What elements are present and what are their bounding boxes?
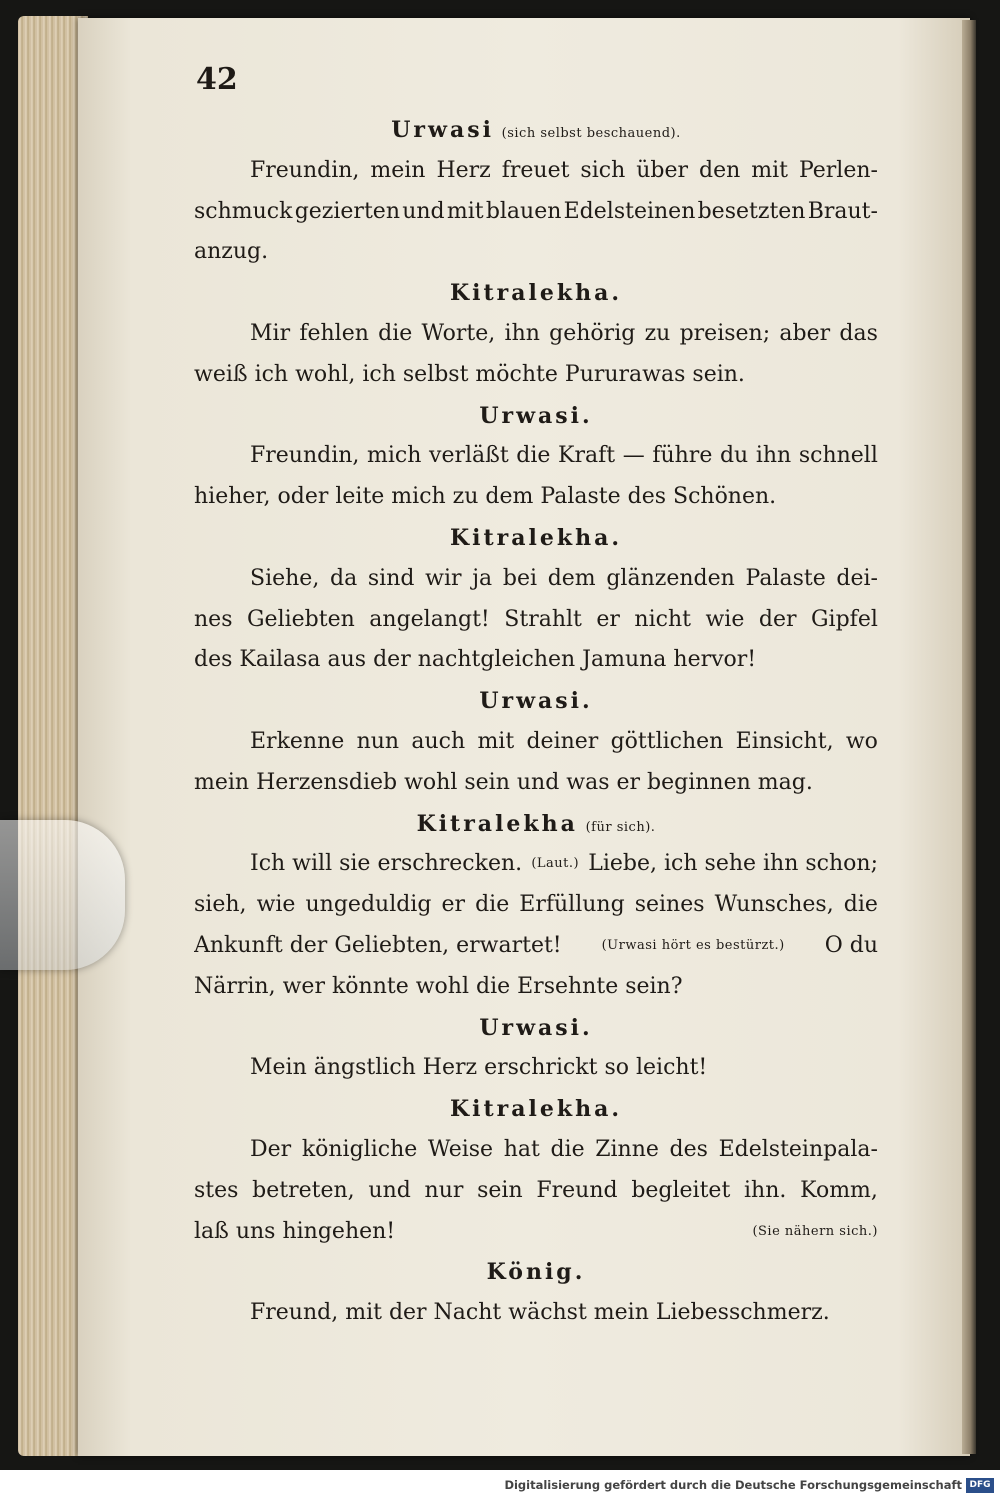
text-fragment: laß uns hingehen!: [194, 1218, 396, 1244]
word: —: [622, 443, 645, 469]
word: sind: [367, 565, 415, 591]
speaker-heading: [194, 1089, 878, 1130]
word: der: [758, 606, 797, 632]
word: da: [330, 565, 358, 591]
word: verläßt: [429, 443, 509, 469]
speaker-name: Kitralekha.: [450, 1096, 622, 1123]
word: Der: [250, 1136, 292, 1162]
word: deiner: [526, 728, 599, 754]
text-line: [194, 1130, 878, 1171]
word: die: [843, 892, 878, 918]
speaker-heading: [194, 804, 878, 845]
word: dei-: [836, 565, 878, 591]
word: seines: [634, 892, 705, 918]
word: Mir: [250, 320, 291, 346]
word: mit: [477, 728, 515, 754]
speaker-heading: [194, 396, 878, 437]
word: blauen: [485, 198, 562, 224]
word: betreten,: [252, 1177, 355, 1203]
text-line: Mein ängstlich Herz erschrickt so leicht!: [250, 1055, 708, 1081]
speaker-name: Kitralekha: [416, 810, 578, 837]
word: Strahlt: [504, 606, 582, 632]
word: du: [719, 443, 749, 469]
text-line: [194, 559, 878, 600]
text-line: mein Herzensdieb wohl sein und was er beginnen mag.: [194, 769, 813, 795]
text-line: [194, 600, 878, 641]
word: die: [516, 443, 551, 469]
speaker-name: Urwasi.: [479, 1014, 593, 1041]
word: wo: [845, 728, 878, 754]
word: angelangt!: [369, 606, 490, 632]
text-line: [194, 844, 878, 885]
page-right-edge: [962, 20, 976, 1454]
word: Edelsteinen: [563, 198, 696, 224]
text-line: [194, 436, 878, 477]
word: er: [441, 892, 466, 918]
word: bei: [502, 565, 537, 591]
stage-direction: (für sich).: [585, 819, 656, 835]
word: den: [698, 157, 741, 183]
text-fragment: Liebe, ich sehe ihn schon;: [588, 851, 878, 877]
stage-direction: (Urwasi hört es bestürzt.): [601, 937, 785, 953]
text-line: [194, 151, 878, 192]
page-text: [194, 110, 878, 1334]
word: über: [636, 157, 689, 183]
word: Erkenne: [250, 728, 345, 754]
word: hat: [503, 1136, 540, 1162]
word: schmuck: [194, 198, 293, 224]
stage-direction: (Sie nähern sich.): [752, 1223, 878, 1239]
word: nicht: [634, 606, 691, 632]
text-fragment: Ankunft der Geliebten, erwartet!: [194, 932, 562, 958]
word: mit: [446, 198, 484, 224]
word: sich: [580, 157, 626, 183]
speaker-heading: [194, 1008, 878, 1049]
word: Worte,: [421, 320, 496, 346]
word: wir: [425, 565, 462, 591]
text-line: [194, 192, 878, 233]
word: sein: [477, 1177, 523, 1203]
word: Freundin,: [250, 157, 360, 183]
word: er: [596, 606, 620, 632]
word: wie: [705, 606, 745, 632]
word: die: [378, 320, 413, 346]
word: göttlichen: [610, 728, 724, 754]
word: ihn.: [744, 1177, 787, 1203]
word: und: [402, 198, 445, 224]
word: nes: [194, 606, 233, 632]
word: aber: [779, 320, 831, 346]
word: Freund: [536, 1177, 618, 1203]
word: ihn: [755, 443, 792, 469]
word: Siehe,: [250, 565, 320, 591]
word: preisen;: [679, 320, 771, 346]
word: auch: [411, 728, 466, 754]
speaker-name: Kitralekha.: [450, 524, 622, 551]
word: die: [475, 892, 510, 918]
text-line: hieher, oder leite mich zu dem Palaste des Schönen.: [194, 484, 777, 510]
transparent-bookmark: [0, 820, 125, 970]
word: Erfüllung: [519, 892, 625, 918]
word: gezierten: [294, 198, 400, 224]
word: mich: [367, 443, 422, 469]
text-line: anzug.: [194, 239, 269, 265]
speaker-heading: [194, 681, 878, 722]
speaker-name: König.: [486, 1259, 586, 1286]
word: Wunsches,: [714, 892, 834, 918]
word: ihn: [504, 320, 540, 346]
word: Perlen-: [798, 157, 878, 183]
word: die: [550, 1136, 585, 1162]
speaker-name: Urwasi.: [479, 402, 593, 429]
word: wie: [256, 892, 296, 918]
footer-bar: [0, 1470, 1000, 1502]
word: führe: [652, 443, 713, 469]
speaker-name: Urwasi: [391, 117, 494, 143]
word: Weise: [427, 1136, 494, 1162]
speaker-heading: [194, 1252, 878, 1293]
word: Kraft: [558, 443, 616, 469]
text-line: Närrin, wer könnte wohl die Ersehnte sein?: [194, 973, 683, 999]
word: dem: [547, 565, 596, 591]
text-line: des Kailasa aus der nachtgleichen Jamuna hervor!: [194, 647, 757, 673]
word: nun: [356, 728, 400, 754]
speaker-name: Kitralekha.: [450, 280, 622, 307]
text-line: [194, 722, 878, 763]
word: Palaste: [745, 565, 826, 591]
word: Zinne: [595, 1136, 659, 1162]
text-fragment: O du: [824, 932, 878, 958]
funding-credit: Digitalisierung gefördert durch die Deutsche Forschungsgemeinschaft: [504, 1478, 962, 1492]
word: Komm,: [800, 1177, 878, 1203]
word: königliche: [301, 1136, 418, 1162]
word: nur: [424, 1177, 464, 1203]
speaker-heading: [194, 273, 878, 314]
stage-direction: (sich selbst beschauend).: [501, 126, 681, 141]
text-line: [194, 314, 878, 355]
text-line: [194, 1212, 878, 1253]
word: Freundin,: [250, 443, 360, 469]
text-line: weiß ich wohl, ich selbst möchte Pururawas sein.: [194, 361, 745, 387]
word: ja: [472, 565, 493, 591]
stage-direction: (Laut.): [531, 856, 580, 872]
word: Gipfel: [810, 606, 878, 632]
word: stes: [194, 1177, 239, 1203]
speaker-name: Urwasi.: [479, 688, 593, 715]
word: schnell: [798, 443, 878, 469]
word: und: [368, 1177, 411, 1203]
dfg-logo: DFG: [966, 1478, 994, 1493]
word: Braut-: [807, 198, 878, 224]
word: freuet: [501, 157, 570, 183]
page-number: 42: [196, 62, 238, 97]
word: zu: [644, 320, 671, 346]
text-line: [194, 885, 878, 926]
word: glänzenden: [606, 565, 735, 591]
text-line: [194, 926, 878, 967]
word: sieh,: [194, 892, 247, 918]
text-fragment: Ich will sie erschrecken.: [250, 851, 523, 877]
word: mit: [751, 157, 788, 183]
text-line: [194, 1171, 878, 1212]
word: des: [669, 1136, 708, 1162]
word: begleitet: [631, 1177, 731, 1203]
word: Einsicht,: [735, 728, 834, 754]
word: das: [839, 320, 878, 346]
word: gehörig: [549, 320, 636, 346]
word: mein: [370, 157, 426, 183]
speaker-heading: [194, 110, 878, 151]
word: fehlen: [299, 320, 369, 346]
word: Geliebten: [246, 606, 355, 632]
speaker-heading: [194, 518, 878, 559]
word: Herz: [436, 157, 491, 183]
word: ungeduldig: [305, 892, 432, 918]
word: Edelsteinpala-: [718, 1136, 878, 1162]
word: besetzten: [697, 198, 806, 224]
text-line: Freund, mit der Nacht wächst mein Liebesschmerz.: [250, 1300, 830, 1326]
